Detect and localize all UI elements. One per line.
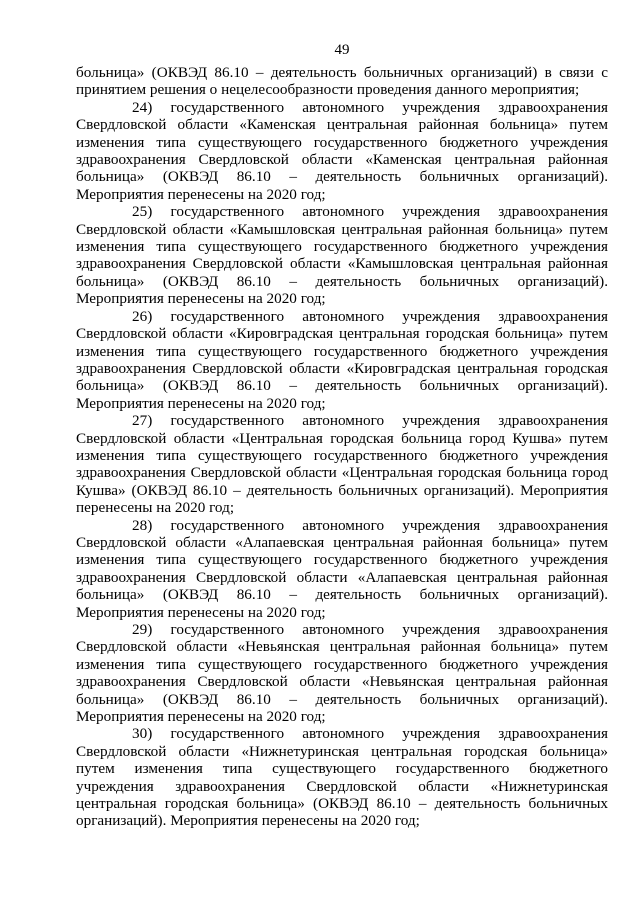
list-item-27: 27) государственного автономного учреждения здравоохранения Свердловской области «Центральная городская больница город Кушва» путем изменения типа существующего государственного бюджетного учреждения здравоохранения Свердловской области «Центральная городская больница город Кушва» (ОКВЭД 86.10 – деятельность больничных организаций). Мероприятия перенесены на 2020 год; xyxy=(76,412,608,517)
list-item-24: 24) государственного автономного учреждения здравоохранения Свердловской области «Каменская центральная районная больница» путем изменения типа существующего государственного бюджетного учреждения здравоохранения Свердловской области «Каменская центральная районная больница» (ОКВЭД 86.10 – деятельность больничных организаций). Мероприятия перенесены на 2020 год; xyxy=(76,98,608,203)
document-page xyxy=(76,40,608,830)
lead-paragraph: больница» (ОКВЭД 86.10 – деятельность больничных организаций) в связи с принятием решения о нецелесообразности проведения данного мероприятия; xyxy=(76,64,608,99)
list-item-25: 25) государственного автономного учреждения здравоохранения Свердловской области «Камышловская центральная районная больница» путем изменения типа существующего государственного бюджетного учреждения здравоохранения Свердловской области «Камышловская центральная районная больница» (ОКВЭД 86.10 – деятельность больничных организаций). Мероприятия перенесены на 2020 год; xyxy=(76,203,608,308)
list-item-26: 26) государственного автономного учреждения здравоохранения Свердловской области «Кировградская центральная городская больница» путем изменения типа существующего государственного бюджетного учреждения здравоохранения Свердловской области «Кировградская центральная городская больница» (ОКВЭД 86.10 – деятельность больничных организаций). Мероприятия перенесены на 2020 год; xyxy=(76,307,608,412)
list-item-28: 28) государственного автономного учреждения здравоохранения Свердловской области «Алапаевская центральная районная больница» путем изменения типа существующего государственного бюджетного учреждения здравоохранения Свердловской области «Алапаевская центральная районная больница» (ОКВЭД 86.10 – деятельность больничных организаций). Мероприятия перенесены на 2020 год; xyxy=(76,516,608,621)
list-item-29: 29) государственного автономного учреждения здравоохранения Свердловской области «Невьянская центральная районная больница» путем изменения типа существующего государственного бюджетного учреждения здравоохранения Свердловской области «Невьянская центральная районная больница» (ОКВЭД 86.10 – деятельность больничных организаций). Мероприятия перенесены на 2020 год; xyxy=(76,621,608,726)
page-number: 49 xyxy=(334,42,350,58)
list-item-30: 30) государственного автономного учреждения здравоохранения Свердловской области «Нижнетуринская центральная городская больница» путем изменения типа существующего государственного бюджетного учреждения здравоохранения Свердловской области «Нижнетуринская центральная городская больница» (ОКВЭД 86.10 – деятельность больничных организаций). Мероприятия перенесены на 2020 год; xyxy=(76,725,608,830)
